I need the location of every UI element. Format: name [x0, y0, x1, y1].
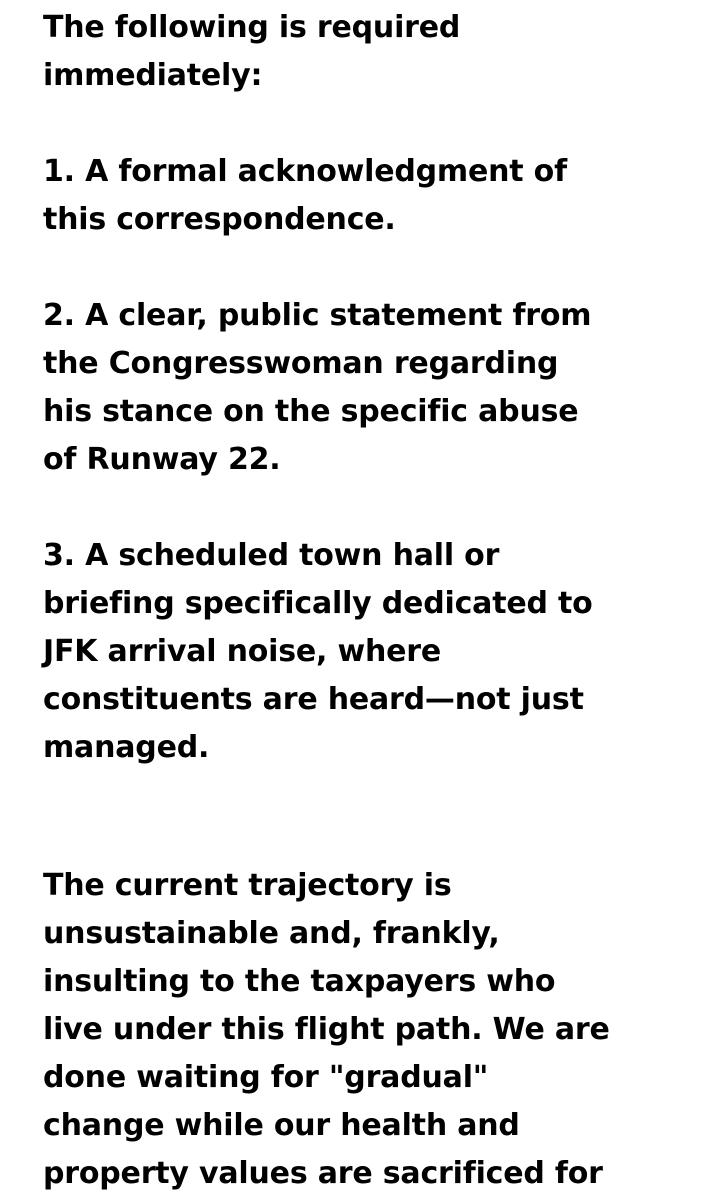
item-line: 3. A scheduled town hall or [43, 538, 500, 573]
item-line: JFK arrival noise, where [43, 634, 442, 669]
closing-paragraph [43, 862, 683, 1198]
item-line: briefing specifically dedicated to [43, 586, 593, 621]
item-line: constituents are heard—not just [43, 682, 584, 717]
requirement-item-1 [43, 148, 683, 244]
closing-line: change while our health and [43, 1108, 520, 1143]
closing-line: done waiting for "gradual" [43, 1060, 489, 1095]
item-line: this correspondence. [43, 202, 396, 237]
item-line: 1. A formal acknowledgment of [43, 154, 567, 189]
closing-line: insulting to the taxpayers who [43, 964, 556, 999]
item-line: of Runway 22. [43, 442, 281, 477]
requirement-item-2 [43, 292, 683, 484]
item-line: 2. A clear, public statement from [43, 298, 592, 333]
requirement-item-3 [43, 532, 683, 772]
intro-line: immediately: [43, 58, 263, 93]
intro-line: The following is required [43, 10, 461, 45]
intro-paragraph [43, 4, 683, 100]
closing-line: property values are sacrificed for [43, 1156, 603, 1191]
item-line: the Congresswoman regarding [43, 346, 559, 381]
item-line: managed. [43, 730, 210, 765]
closing-line: The current trajectory is [43, 868, 452, 903]
closing-line: live under this flight path. We are [43, 1012, 610, 1047]
closing-line: unsustainable and, frankly, [43, 916, 500, 951]
item-line: his stance on the specific abuse [43, 394, 579, 429]
